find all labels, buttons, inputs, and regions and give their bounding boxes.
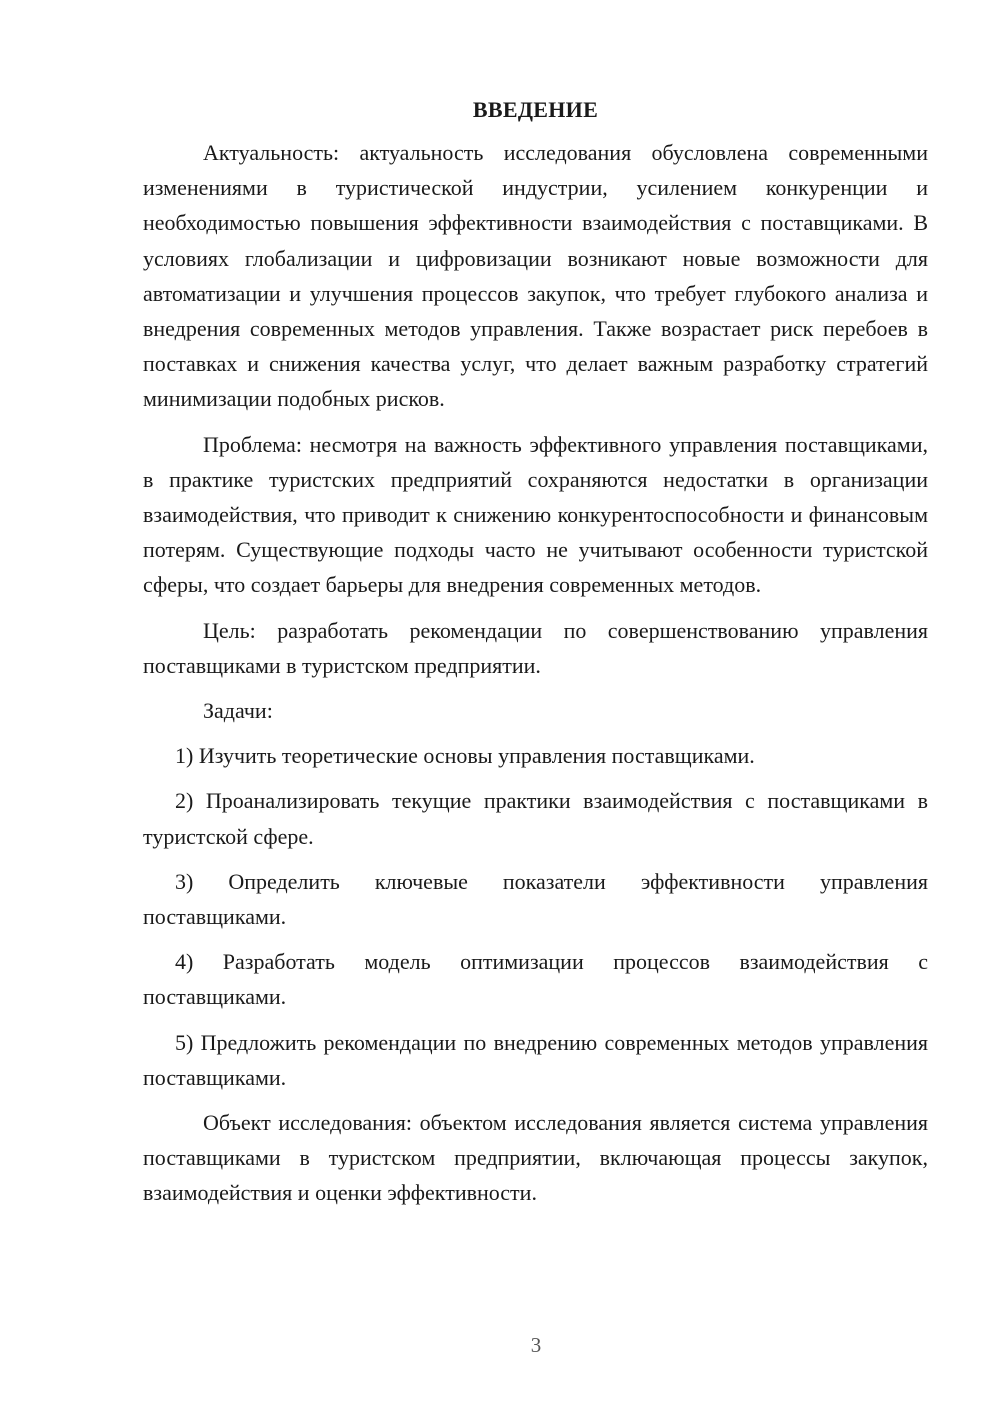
section-title: ВВЕДЕНИЕ (472, 97, 599, 122)
paragraph-object: Объект исследования: объектом исследования является система управления поставщиками в туристском предприятии, включающая процессы закупок, взаимодействия и оценки эффективности. (143, 1110, 928, 1206)
paragraph-problem: Проблема: несмотря на важность эффективного управления поставщиками, в практике туристских предприятий сохраняются недостатки в организации взаимодействия, что приводит к снижению конкурентоспособности и финансовым потерям. Существующие подходы часто не учитывают особенности туристской сферы, что создает барьеры для внедрения современных методов. (143, 431, 928, 598)
task-item-3: 3) Определить ключевые показатели эффективности управления поставщиками. (143, 868, 928, 930)
paragraph-relevance: Актуальность: актуальность исследования обусловлена современными изменениями в туристической индустрии, усилением конкуренции и необходимостью повышения эффективности взаимодействия с поставщиками. В условиях глобализации и цифровизации возникают новые возможности для автоматизации и улучшения процессов закупок, что требует глубокого анализа и внедрения современных методов управления. Также возрастает риск перебоев в поставках и снижения качества услуг, что делает важным разработку стратегий минимизации подобных рисков. (143, 140, 928, 412)
page-number: 3 (530, 1333, 542, 1357)
task-item-5: 5) Предложить рекомендации по внедрению современных методов управления поставщиками. (143, 1029, 928, 1090)
tasks-heading: Задачи: (203, 698, 273, 724)
document-page (143, 92, 928, 1221)
task-item-4: 4) Разработать модель оптимизации процессов взаимодействия с поставщиками. (143, 949, 928, 1010)
paragraph-goal: Цель: разработать рекомендации по совершенствованию управления поставщиками в туристском предприятии. (143, 617, 928, 678)
task-item-1: 1) Изучить теоретические основы управления поставщиками. (175, 743, 755, 769)
task-item-2: 2) Проанализировать текущие практики взаимодействия с поставщиками в туристской сфере. (143, 788, 928, 849)
